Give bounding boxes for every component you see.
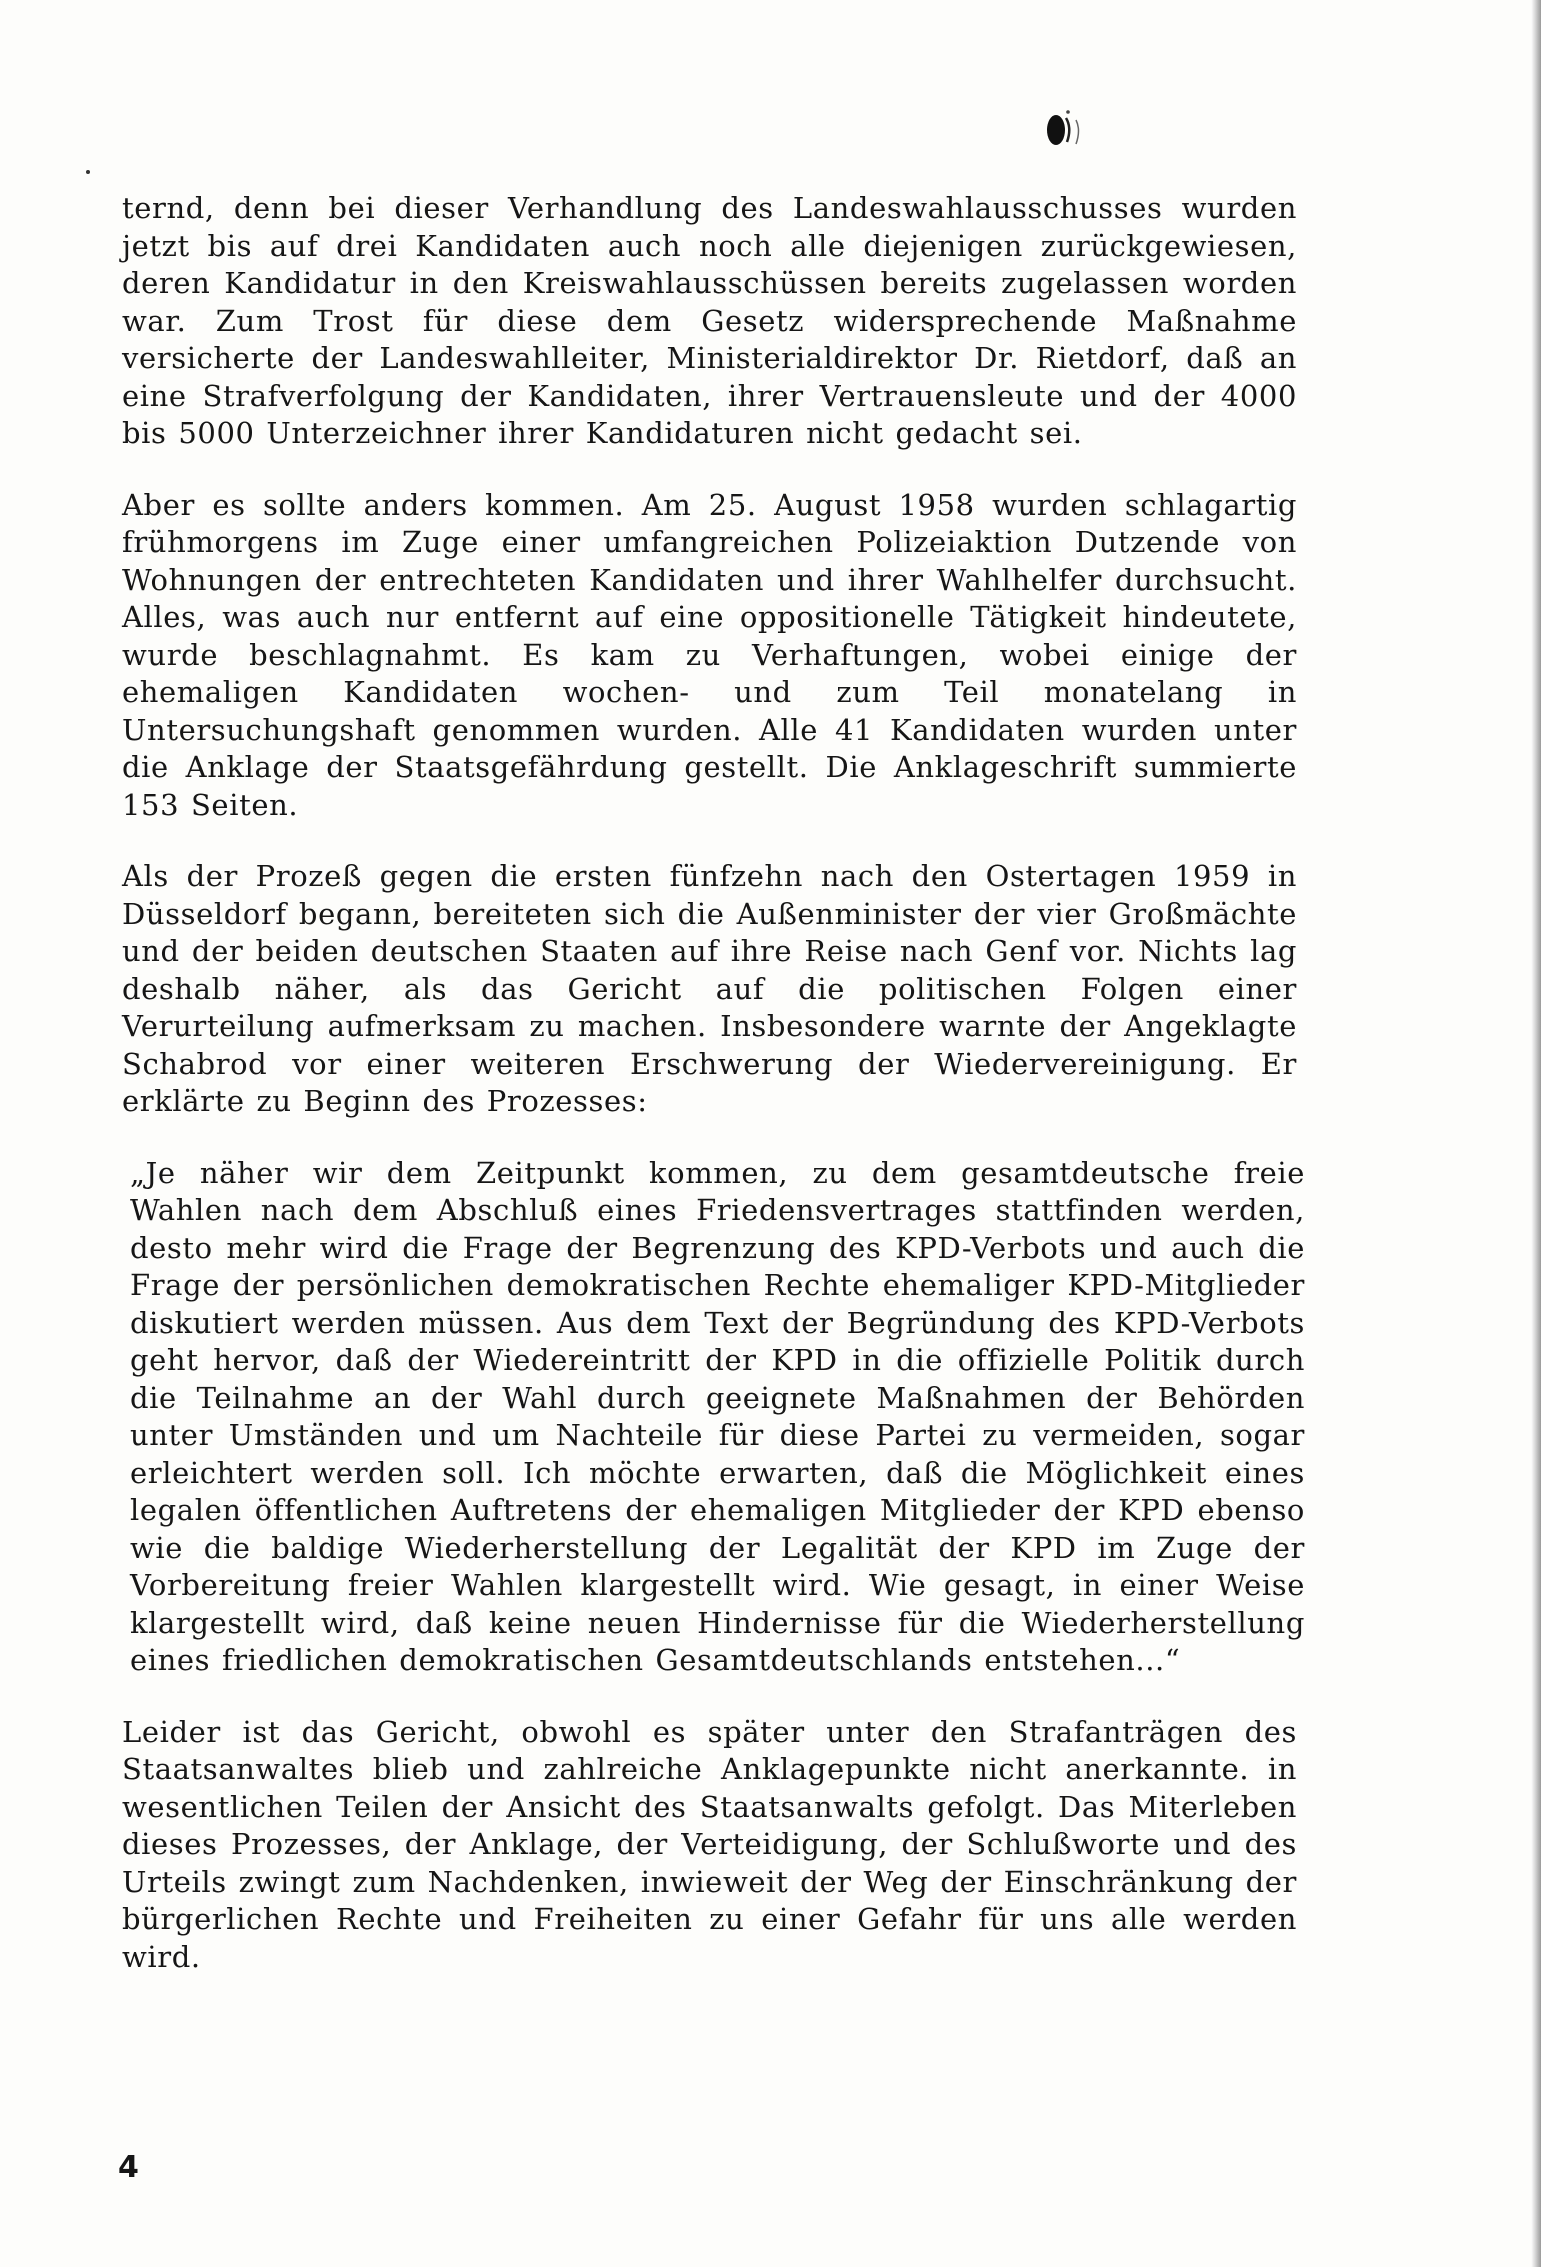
page-number: 4 <box>118 2150 139 2185</box>
quote-paragraph: „Je näher wir dem Zeitpunkt kommen, zu dem gesamtdeutsche freie Wahlen nach dem Abschluß eines Friedensvertrages stattfinden werden, desto mehr wird die Frage der Begrenzung des KPD-Verbots und auch die Frage der persönlichen demokratischen Rechte ehemaliger KPD-Mitglieder diskutiert werden müssen. Aus dem Text der Begründung des KPD-Verbots geht hervor, daß der Wiedereintritt der KPD in die offizielle Politik durch die Teilnahme an der Wahl durch geeignete Maßnahmen der Behörden unter Umständen und um Nachteile für diese Partei zu vermeiden, sogar erleichtert werden soll. Ich möchte erwarten, daß die Möglichkeit eines legalen öffentlichen Auftretens der ehemaligen Mitglieder der KPD ebenso wie die baldige Wiederherstellung der Legalität der KPD im Zuge der Vorbereitung freier Wahlen klargestellt wird. Wie gesagt, in einer Weise klargestellt wird, daß keine neuen Hindernisse für die Wiederherstellung eines friedlichen demokratischen Gesamtdeutschlands entstehen...“ <box>130 1155 1305 1677</box>
paragraph-2: Aber es sollte anders kommen. Am 25. August 1958 wurden schlagartig frühmorgens im Zuge einer umfangreichen Polizeiaktion Dutzende von Wohnungen der entrechteten Kandidaten und ihrer Wahlhelfer durchsucht. Alles, was auch nur entfernt auf eine oppositionelle Tätigkeit hindeutete, wurde beschlagnahmt. Es kam zu Verhaftungen, wobei einige der ehemaligen Kandidaten wochen- und zum Teil monatelang in Untersuchungshaft genommen wurden. Alle 41 Kandidaten wurden unter die Anklage der Staatsgefährdung gestellt. Die Anklageschrift summierte 153 Seiten. <box>122 487 1297 822</box>
print-speck <box>86 170 90 174</box>
body-text <box>122 190 1305 2010</box>
paragraph-3: Als der Prozeß gegen die ersten fünfzehn nach den Ostertagen 1959 in Düsseldorf begann, bereiteten sich die Außenminister der vier Großmächte und der beiden deutschen Staaten auf ihre Reise nach Genf vor. Nichts lag deshalb näher, als das Gericht auf die politischen Folgen einer Verurteilung aufmerksam zu machen. Insbesondere warnte der Angeklagte Schabrod vor einer weiteren Erschwerung der Wiedervereinigung. Er erklärte zu Beginn des Prozesses: <box>122 859 1297 1118</box>
paragraph-5: Leider ist das Gericht, obwohl es später unter den Strafanträgen des Staatsanwaltes blieb und zahlreiche Anklagepunkte nicht anerkannte. in wesentlichen Teilen der Ansicht des Staatsanwalts gefolgt. Das Miterleben dieses Prozesses, der Anklage, der Verteidigung, der Schlußworte und des Urteils zwingt zum Nachdenken, inwieweit der Weg der Einschränkung der bürgerlichen Rechte und Freiheiten zu einer Gefahr für uns alle werden wird. <box>122 1714 1297 1974</box>
page-edge-shadow <box>1531 0 1541 2267</box>
ink-blot-mark <box>1036 104 1098 154</box>
paragraph-1: ternd, denn bei dieser Verhandlung des Landeswahlausschusses wurden jetzt bis auf drei Kandidaten auch noch alle diejenigen zurückgewiesen, deren Kandidatur in den Kreiswahlausschüssen bereits zugelassen worden war. Zum Trost für diese dem Gesetz widersprechende Maßnahme versicherte der Landeswahlleiter, Ministerialdirektor Dr. Rietdorf, daß an eine Strafverfolgung der Kandidaten, ihrer Vertrauensleute und der 4000 bis 5000 Unterzeichner ihrer Kandidaturen nicht gedacht sei. <box>122 191 1297 450</box>
